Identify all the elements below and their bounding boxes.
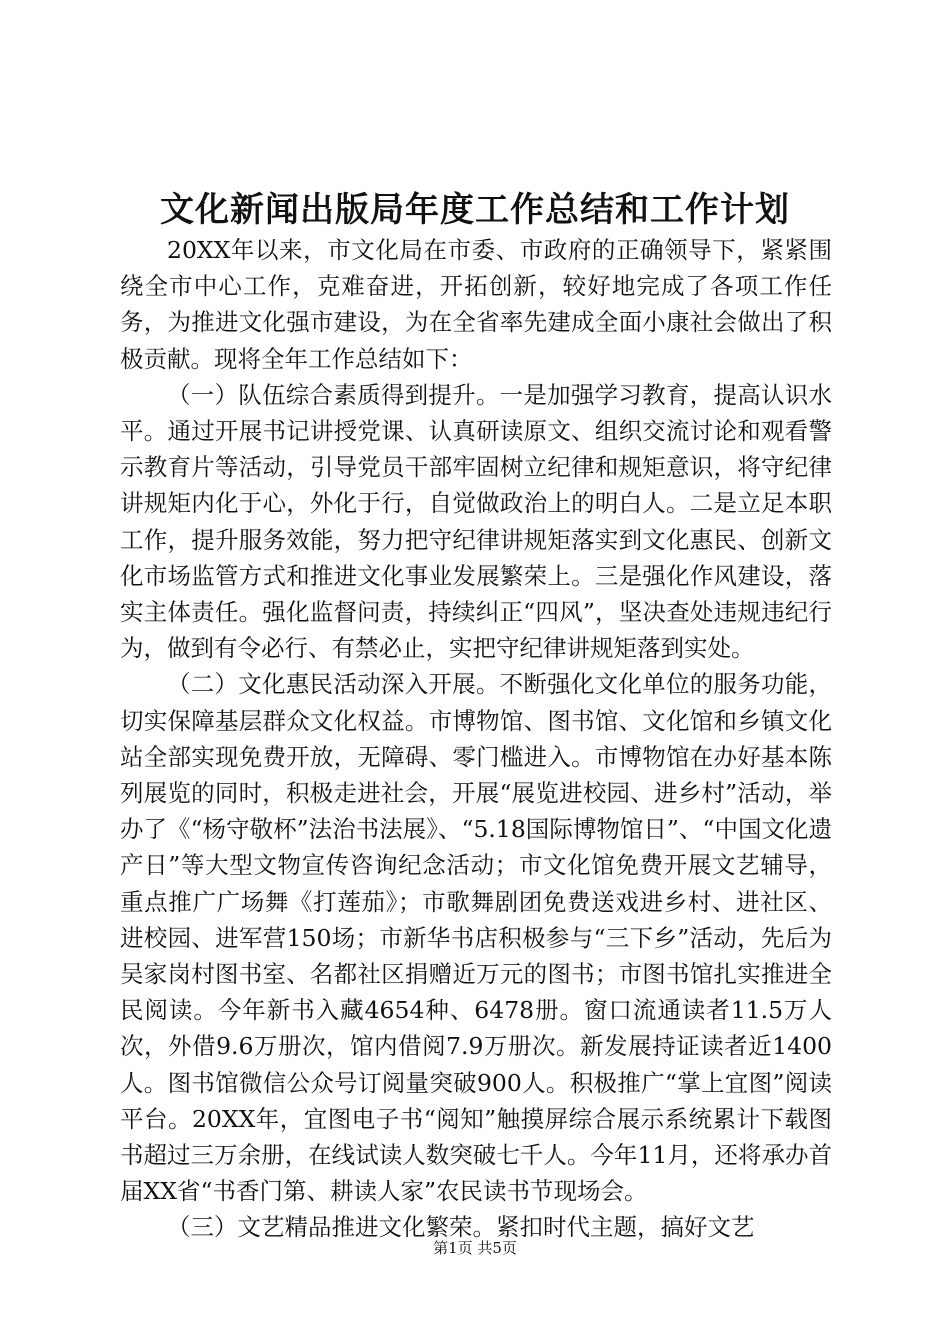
document-body [120, 232, 832, 1246]
paragraph-art-works: （三）文艺精品推进文化繁荣。紧扣时代主题，搞好文艺 [167, 1213, 755, 1242]
paragraph-intro: 20XX年以来，市文化局在市委、市政府的正确领导下，紧紧围绕全市中心工作，克难奋进，开拓创新，较好地完成了各项工作任务，为推进文化强市建设，为在全省率先建成全面小康社会做出了积极贡献。现将全年工作总结如下： [120, 236, 832, 373]
paragraph-cultural-outreach: （二）文化惠民活动深入开展。不断强化文化单位的服务功能，切实保障基层群众文化权益。市博物馆、图书馆、文化馆和乡镇文化站全部实现免费开放，无障碍、零门槛进入。市博物馆在办好基本陈列展览的同时，积极走进社会，开展“展览进校园、进乡村”活动，举办了《“杨守敬杯”法治书法展》、“5.18国际博物馆日”、“中国文化遗产日”等大型文物宣传咨询纪念活动；市文化馆免费开展文艺辅导，重点推广广场舞《打莲茄》；市歌舞剧团免费送戏进乡村、进社区、进校园、进军营150场；市新华书店积极参与“三下乡”活动，先后为吴家岗村图书室、名都社区捐赠近万元的图书；市图书馆扎实推进全民阅读。今年新书入藏4654种、6478册。窗口流通读者11.5万人次，外借9.6万册次，馆内借阅7.9万册次。新发展持证读者近1400人。图书馆微信公众号订阅量突破900人。积极推广“掌上宜图”阅读平台。20XX年，宜图电子书“阅知”触摸屏综合展示系统累计下载图书超过三万余册，在线试读人数突破七千人。今年11月，还将承办首届XX省“书香门第、耕读人家”农民读书节现场会。 [120, 670, 832, 1206]
page-footer: 第1页 共5页 [433, 1239, 517, 1257]
paragraph-team-quality: （一）队伍综合素质得到提升。一是加强学习教育，提高认识水平。通过开展书记讲授党课、认真研读原文、组织交流讨论和观看警示教育片等活动，引导党员干部牢固树立纪律和规矩意识，将守纪律讲规矩内化于心，外化于行，自觉做政治上的明白人。二是立足本职工作，提升服务效能，努力把守纪律讲规矩落实到文化惠民、创新文化市场监管方式和推进文化事业发展繁荣上。三是强化作风建设，落实主体责任。强化监督问责，持续纠正“四风”，坚决查处违规违纪行为，做到有令必行、有禁必止，实把守纪律讲规矩落到实处。 [120, 380, 832, 663]
document-title: 文化新闻出版局年度工作总结和工作计划 [160, 190, 790, 230]
